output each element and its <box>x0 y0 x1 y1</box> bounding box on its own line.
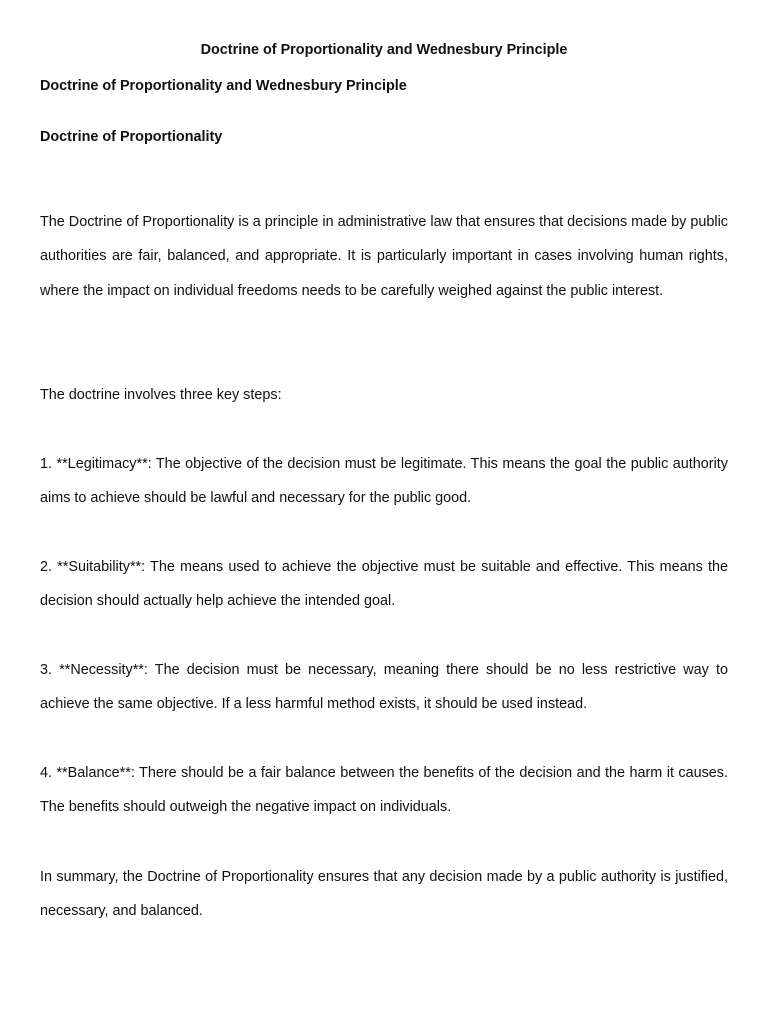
intro-paragraph: The Doctrine of Proportionality is a principle in administrative law that ensures that decisions made by public authorities are fair, balanced, and appropriate. It is particularly important in cases involving human rights, where the impact on individual freedoms needs to be carefully weighed against the public interest. <box>40 214 728 299</box>
steps-intro-paragraph: The doctrine involves three key steps: <box>40 387 282 403</box>
page-title: Doctrine of Proportionality and Wednesbury Principle <box>200 42 568 58</box>
section-heading: Doctrine of Proportionality <box>40 129 223 145</box>
document-heading: Doctrine of Proportionality and Wednesbury Principle <box>40 78 407 94</box>
step-suitability-paragraph: 2. **Suitability**: The means used to achieve the objective must be suitable and effective. This means the decision should actually help achieve the intended goal. <box>40 559 728 610</box>
summary-paragraph: In summary, the Doctrine of Proportionality ensures that any decision made by a public authority is justified, necessary, and balanced. <box>40 869 728 920</box>
step-balance-paragraph: 4. **Balance**: There should be a fair balance between the benefits of the decision and the harm it causes. The benefits should outweigh the negative impact on individuals. <box>40 765 728 816</box>
step-legitimacy-paragraph: 1. **Legitimacy**: The objective of the decision must be legitimate. This means the goal the public authority aims to achieve should be lawful and necessary for the public good. <box>40 456 728 507</box>
step-necessity-paragraph: 3. **Necessity**: The decision must be necessary, meaning there should be no less restrictive way to achieve the same objective. If a less harmful method exists, it should be used instead. <box>40 662 728 713</box>
